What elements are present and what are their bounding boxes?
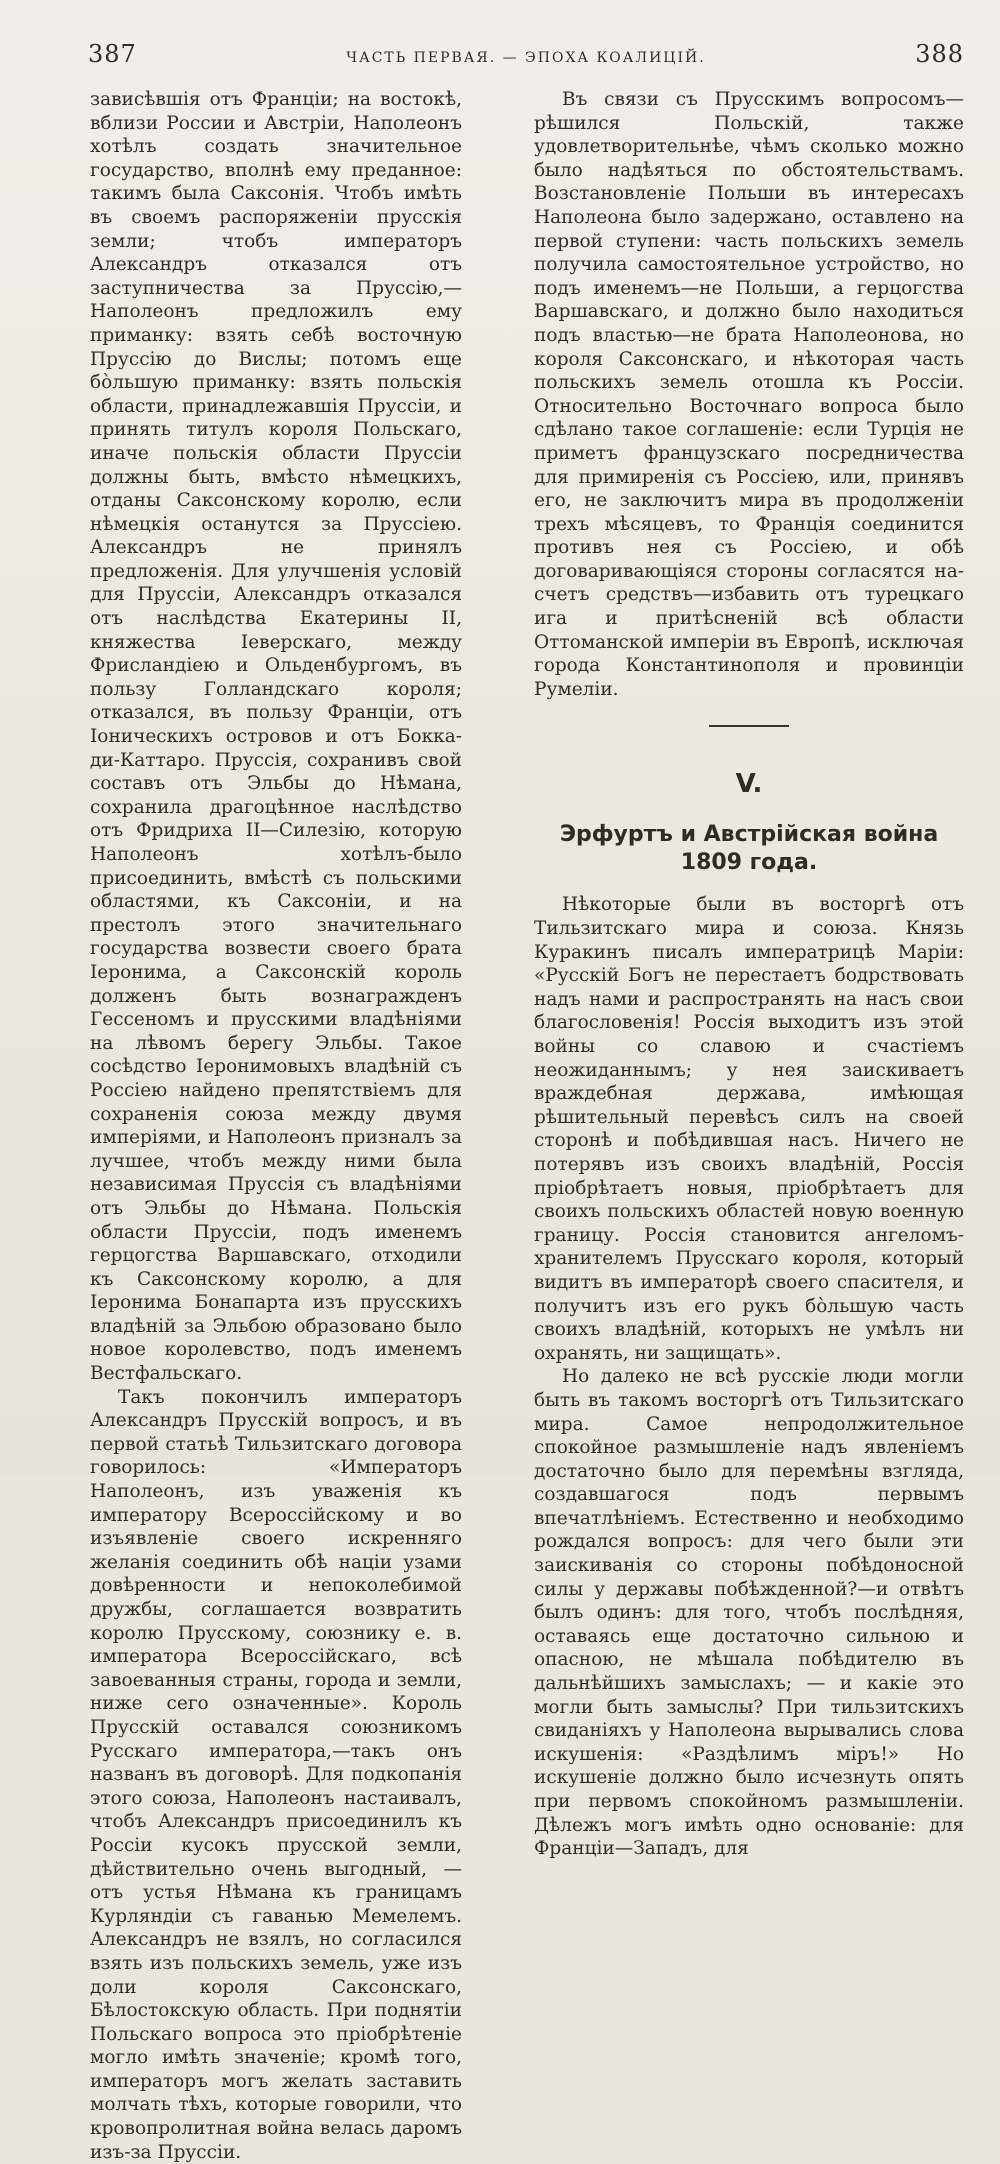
right-paragraph-3: Но далеко не всѣ русскіе люди могли быть въ такомъ восторгѣ отъ Тильзитскаго мира. Самое непродолжительное спокойное размышленіе надъ явленіемъ достаточно было для перемѣны взгляда, создавшагося подъ первымъ впечатлѣніемъ. Естественно и необходимо рождался вопросъ: для чего были эти заискиванія со стороны побѣдоносной силы у державы побѣжденной?—и отвѣтъ былъ одинъ: для того, чтобъ послѣдняя, оставаясь еще достаточно сильною и опасною, не мѣшала побѣдителю въ дальнѣйшихъ замыслахъ; — и какіе это могли быть замыслы? При тильзитскихъ свиданіяхъ у Наполеона вырывались слова искушенія: «Раздѣлимъ міръ!» Но искушеніе должно было исчезнуть опять при первомъ спокойномъ размышленіи. Дѣлежъ могъ имѣть одно основаніе: для Франціи—Западъ, для bbox=[534, 1366, 964, 1860]
section-title: Эрфуртъ и Австрійская война 1809 года. bbox=[559, 822, 939, 876]
right-page-number: 388 bbox=[915, 40, 964, 68]
right-paragraph-1: Въ связи съ Прусскимъ вопросомъ—рѣшился Польскій, также удовлетворительнѣе, чѣмъ сколько можно было надѣяться по обстоятельствамъ. Возстановленіе Польши въ интересахъ Наполеона было задержано, оставлено на первой ступени: часть польскихъ земель получила самостоятельное устройство, но подъ именемъ—не Польши, а герцогства Варшавскаго, и должно было находиться подъ властью—не брата Наполеонова, но короля Саксонскаго, и нѣкоторая часть польскихъ земель отошла къ Россіи. Относительно Восточнаго вопроса было сдѣлано такое соглашеніе: если Турція не приметъ французскаго посредничества для примиренія съ Россіею, или, принявъ его, не заключитъ мира въ продолженіи трехъ мѣсяцевъ, то Франція соединится противъ нея съ Россіею, и обѣ договаривающіяся стороны согласятся на-счетъ средствъ—избавить отъ турецкаго ига и притѣсненій всѣ области Оттоманской имперіи въ Европѣ, исключая города Константинополя и провинціи Румеліи. bbox=[534, 89, 964, 700]
left-column bbox=[90, 88, 462, 2164]
left-page-number: 387 bbox=[88, 40, 137, 68]
section-divider bbox=[709, 725, 789, 727]
running-title: ЧАСТЬ ПЕРВАЯ. — ЭПОХА КОАЛИЦІЙ. bbox=[346, 50, 706, 66]
section-number: V. bbox=[735, 769, 763, 800]
left-paragraph-1: зависѣвшія отъ Франціи; на востокѣ, вблизи России и Австріи, Наполеонъ хотѣлъ создать значительное государство, вполнѣ ему преданное: такимъ была Саксонія. Чтобъ имѣть въ своемъ распоряженіи прусскія земли; чтобъ императоръ Александръ отказался отъ заступничества за Пруссію,—Наполеонъ предложилъ ему приманку: взять себѣ восточную Пруссію до Вислы; потомъ еще бо̀льшую приманку: взять польскія области, принадлежавшія Пруссіи, и принять титулъ короля Польскаго, иначе польскія области Пруссіи должны быть, вмѣсто нѣмецкихъ, отданы Саксонскому королю, если нѣмецкія останутся за Пруссіею. Александръ не принялъ предложенія. Для улучшенія условій для Пруссіи, Александръ отказался отъ наслѣдства Екатерины II, княжества Іеверскаго, между Фрисландіею и Ольденбургомъ, въ пользу Голландскаго короля; отказался, въ пользу Франціи, отъ Іоническихъ островов и отъ Бокка-ди-Каттаро. Пруссія, сохранивъ свой составъ отъ Эльбы до Нѣмана, сохранила драгоцѣнное наслѣдство отъ Фридриха II—Силезію, которую Наполеонъ хотѣлъ-было присоединить, вмѣстѣ съ польскими областями, къ Саксоніи, и на престолъ этого значительнаго государства возвести своего брата Іеронима, а Саксонскій король долженъ быть вознагражденъ Гессеномъ и прусскими владѣніями на лѣвомъ берегу Эльбы. Такое сосѣдство Іеронимовыхъ владѣній съ Россіею найдено препятствіемъ для сохраненія союза между двумя имперіями, и Наполеонъ призналъ за лучшее, чтобъ между ними была независимая Пруссія съ владѣніями отъ Эльбы до Нѣмана. Польскія области Пруссіи, подъ именемъ герцогства Варшавскаго, отходили къ Саксонскому королю, а для Іеронима Бонапарта изъ прусскихъ владѣній за Эльбою образовано было новое королевство, подъ именемъ Вестфальскаго. bbox=[90, 89, 462, 1385]
right-column bbox=[534, 88, 964, 1861]
right-paragraph-2: Нѣкоторые были въ восторгѣ отъ Тильзитскаго мира и союза. Князь Куракинъ писалъ императрицѣ Маріи: «Русскій Богъ не перестаетъ бодрствовать надъ нами и распространять на насъ свои благословенія! Россія выходитъ изъ этой войны со славою и счастіемъ неожиданнымъ; у нея заискиваетъ враждебная держава, имѣющая рѣшительный перевѣсъ силъ на своей сторонѣ и побѣдившая насъ. Ничего не потерявъ изъ своихъ владѣній, Россія пріобрѣтаетъ новыя, пріобрѣтаетъ для своихъ польскихъ областей новую военную границу. Россія становится ангеломъ-хранителемъ Прусскаго короля, который видитъ въ императорѣ своего спасителя, и получитъ изъ его рукъ бо̀льшую часть своихъ владѣній, которыхъ не умѣлъ ни охранять, ни защищать». bbox=[534, 894, 964, 1364]
page-header bbox=[88, 40, 964, 76]
left-paragraph-2: Такъ покончилъ императоръ Александръ Прусскій вопросъ, и въ первой статьѣ Тильзитскаго договора говорилось: «Императоръ Наполеонъ, изъ уваженія къ императору Всероссійскому и во изъявленіе своего искренняго желанія соединить обѣ націи узами довѣренности и непоколебимой дружбы, соглашается возвратить королю Прусскому, союзнику е. в. императора Всероссійскаго, всѣ завоеванныя страны, города и земли, ниже сего означенные». Король Прусскій оставался союзникомъ Русскаго императора,—такъ онъ названъ въ договорѣ. Для подкопанія этого союза, Наполеонъ настаивалъ, чтобъ Александръ присоединилъ къ Россіи кусокъ прусской земли, дѣйствительно очень выгодный, — отъ устья Нѣмана къ границамъ Курляндіи съ гаванью Мемелемъ. Александръ не взялъ, но согласился взять изъ польскихъ земель, уже изъ доли короля Саксонскаго, Бѣлостокскую область. При поднятіи Польскаго вопроса это пріобрѣтеніе могло имѣть значеніе; кромѣ того, императоръ могъ желать заставить молчать тѣхъ, которые говорили, что кровопролитная война велась даромъ изъ-за Пруссіи. bbox=[90, 1386, 462, 2163]
